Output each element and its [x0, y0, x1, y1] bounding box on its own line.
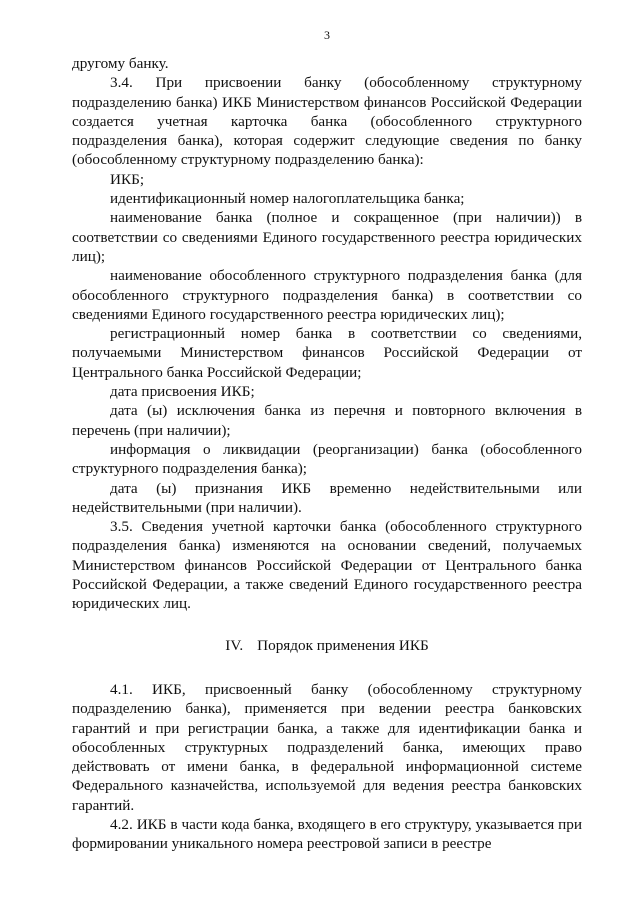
paragraph-4-1: 4.1. ИКБ, присвоенный банку (обособленному структурному подразделению банка), применяется при ведении реестра банковских гарантий и при регистрации банка, а также для идентификации банка и обособленных структурных подразделений банка, имеющих право действовать от имени банка, в федеральной информационной системе Федерального казначейства, используемой для ведения реестра банковских гарантий. [72, 680, 582, 814]
continuation-paragraph: другому банку. [72, 55, 169, 72]
list-item-liquidation-info: информация о ликвидации (реорганизации) банка (обособленного структурного подразделения банка); [72, 440, 582, 478]
page-number: 3 [324, 28, 330, 42]
section-title: Порядок применения ИКБ [257, 636, 429, 654]
list-item-inn: идентификационный номер налогоплательщика банка; [110, 190, 465, 208]
paragraph-3-5: 3.5. Сведения учетной карточки банка (обособленного структурного подразделения банка) изменяются на основании сведений, получаемых Министерством финансов Российской Федерации от Центрального банка Российской Федерации, а также сведений Единого государственного реестра юридических лиц. [72, 518, 582, 613]
list-item-assignment-date: дата присвоения ИКБ; [110, 383, 255, 401]
list-item-ikb: ИКБ; [110, 170, 145, 188]
list-item-branch-name: наименование обособленного структурного подразделения банка (для обособленного структурного подразделения банка) в соответствии со сведениями Единого государственного реестра юридических лиц); [72, 267, 582, 323]
list-item-bank-name: наименование банка (полное и сокращенное (при наличии)) в соответствии со сведениями Единого государственного реестра юридических лиц); [72, 209, 582, 265]
paragraph-3-4: 3.4. При присвоении банку (обособленному структурному подразделению банка) ИКБ Министерством финансов Российской Федерации создается учетная карточка банка (обособленного структурного подразделения банка), которая содержит следующие сведения по банку (обособленному структурному подразделению банка): [72, 74, 582, 169]
paragraph-4-2: 4.2. ИКБ в части кода банка, входящего в его структуру, указывается при формировании уникального номера реестровой записи в реестре [72, 815, 582, 853]
list-item-exclusion-date: дата (ы) исключения банка из перечня и повторного включения в перечень (при наличии); [72, 402, 582, 439]
list-item-registration-number: регистрационный номер банка в соответствии со сведениями, получаемыми Министерством финансов Российской Федерации от Центрального банка Российской Федерации; [72, 325, 582, 381]
section-heading [72, 636, 582, 655]
section-number: IV. [225, 636, 244, 654]
list-item-invalidity-date: дата (ы) признания ИКБ временно недействительными или недействительными (при наличии). [72, 479, 582, 516]
